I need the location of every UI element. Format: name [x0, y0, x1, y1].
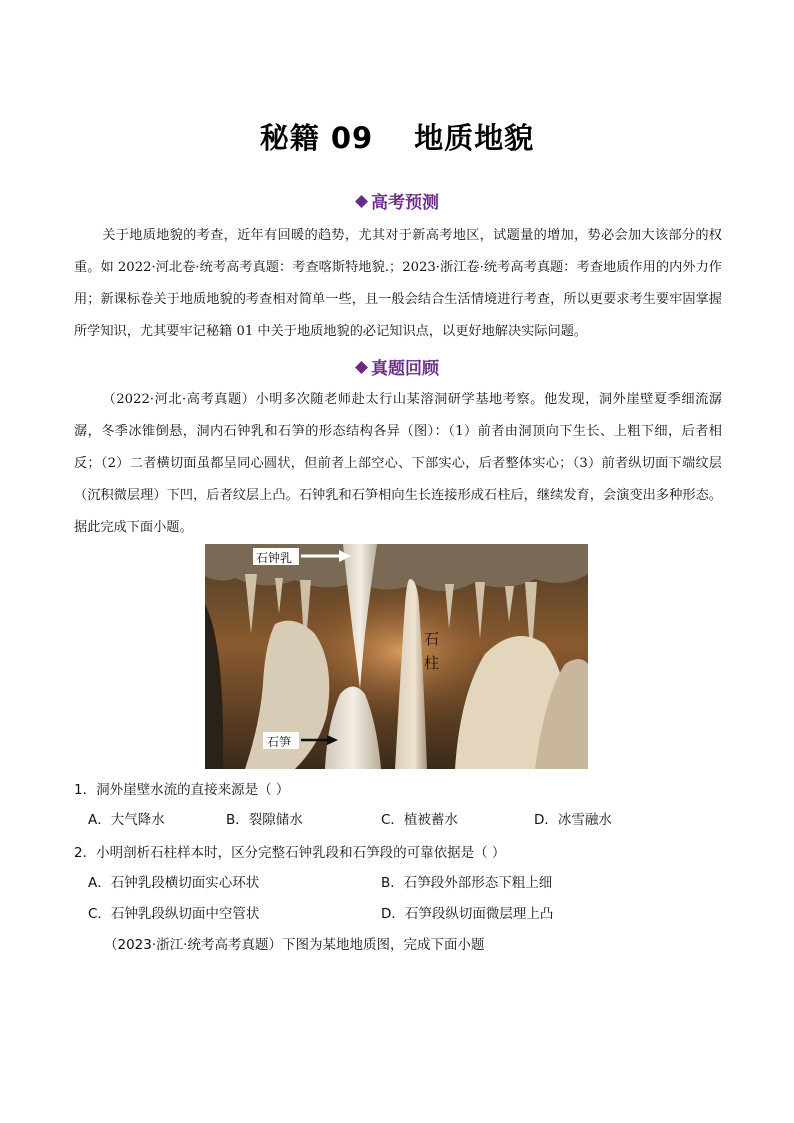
- section-heading-forecast-text: 高考预测: [371, 193, 439, 213]
- question-1-stem: 1．洞外崖壁水流的直接来源是（ ）: [74, 782, 290, 798]
- diamond-icon: [355, 359, 368, 379]
- question-2-option-c: C．石钟乳段纵切面中空管状: [88, 906, 260, 922]
- review-paragraph-text: （2022·河北·高考真题）小明多次随老师赴太行山某溶洞研学基地考察。他发现，洞外崖壁夏季细流潺潺，冬季冰锥倒悬，洞内石钟乳和石笋的形态结构各异（图）：（1）前者由洞顶向下生长、上粗下细，后者相反；（2）二者横切面虽都呈同心圆状，但前者上部空心、下部实心，后者整体实心；（3）前者纵切面下端纹层（沉积微层理）下凹，后者纹层上凸。石钟乳和石笋相向生长连接形成石柱后，继续发育，会演变出多种形态。据此完成下面小题。: [74, 392, 722, 535]
- question-2-option-a: A．石钟乳段横切面实心环状: [88, 875, 260, 891]
- question-1-option-b: B．裂隙储水: [226, 812, 303, 828]
- question-2-option-d: D．石笋段纵切面微层理上凸: [381, 906, 554, 922]
- review-paragraph: [74, 384, 722, 544]
- page-title: 秘籍 09 地质地貌: [259, 121, 535, 155]
- column-label-bottom: 柱: [424, 654, 440, 672]
- question-2-stem: 2．小明剖析石柱样本时，区分完整石钟乳段和石笋段的可靠依据是（ ）: [74, 845, 506, 861]
- cave-photo: [205, 544, 588, 769]
- question-1-option-c: C．植被蓄水: [381, 812, 458, 828]
- stalactite-label: 石钟乳: [256, 551, 293, 565]
- question-1-option-a: A．大气降水: [88, 812, 165, 828]
- next-question-lead: （2023·浙江·统考高考真题）下图为某地地质图，完成下面小题: [104, 937, 485, 953]
- section-heading-review: [0, 354, 794, 379]
- diamond-icon: [355, 193, 368, 213]
- section-heading-forecast: [0, 188, 794, 213]
- forecast-paragraph-text: 关于地质地貌的考查，近年有回暖的趋势，尤其对于新高考地区，试题量的增加，势必会加大该部分的权重。如 2022·河北卷·统考高考真题：考查喀斯特地貌.；2023·浙江卷·统考高考真题：考查地质作用的内外力作用；新课标卷关于地质地貌的考查相对简单一些，且一般会结合生活情境进行考查，所以更要求考生要牢固掌握所学知识，尤其要牢记秘籍 01 中关于地质地貌的必记知识点，以更好地解决实际问题。: [74, 228, 722, 339]
- column-label-top: 石: [424, 630, 440, 648]
- question-1-option-d: D．冰雪融水: [534, 812, 612, 828]
- question-2-option-b: B．石笋段外部形态下粗上细: [381, 875, 553, 891]
- forecast-paragraph: [74, 220, 722, 348]
- stalagmite-label: 石笋: [267, 735, 292, 749]
- section-heading-review-text: 真题回顾: [371, 359, 439, 379]
